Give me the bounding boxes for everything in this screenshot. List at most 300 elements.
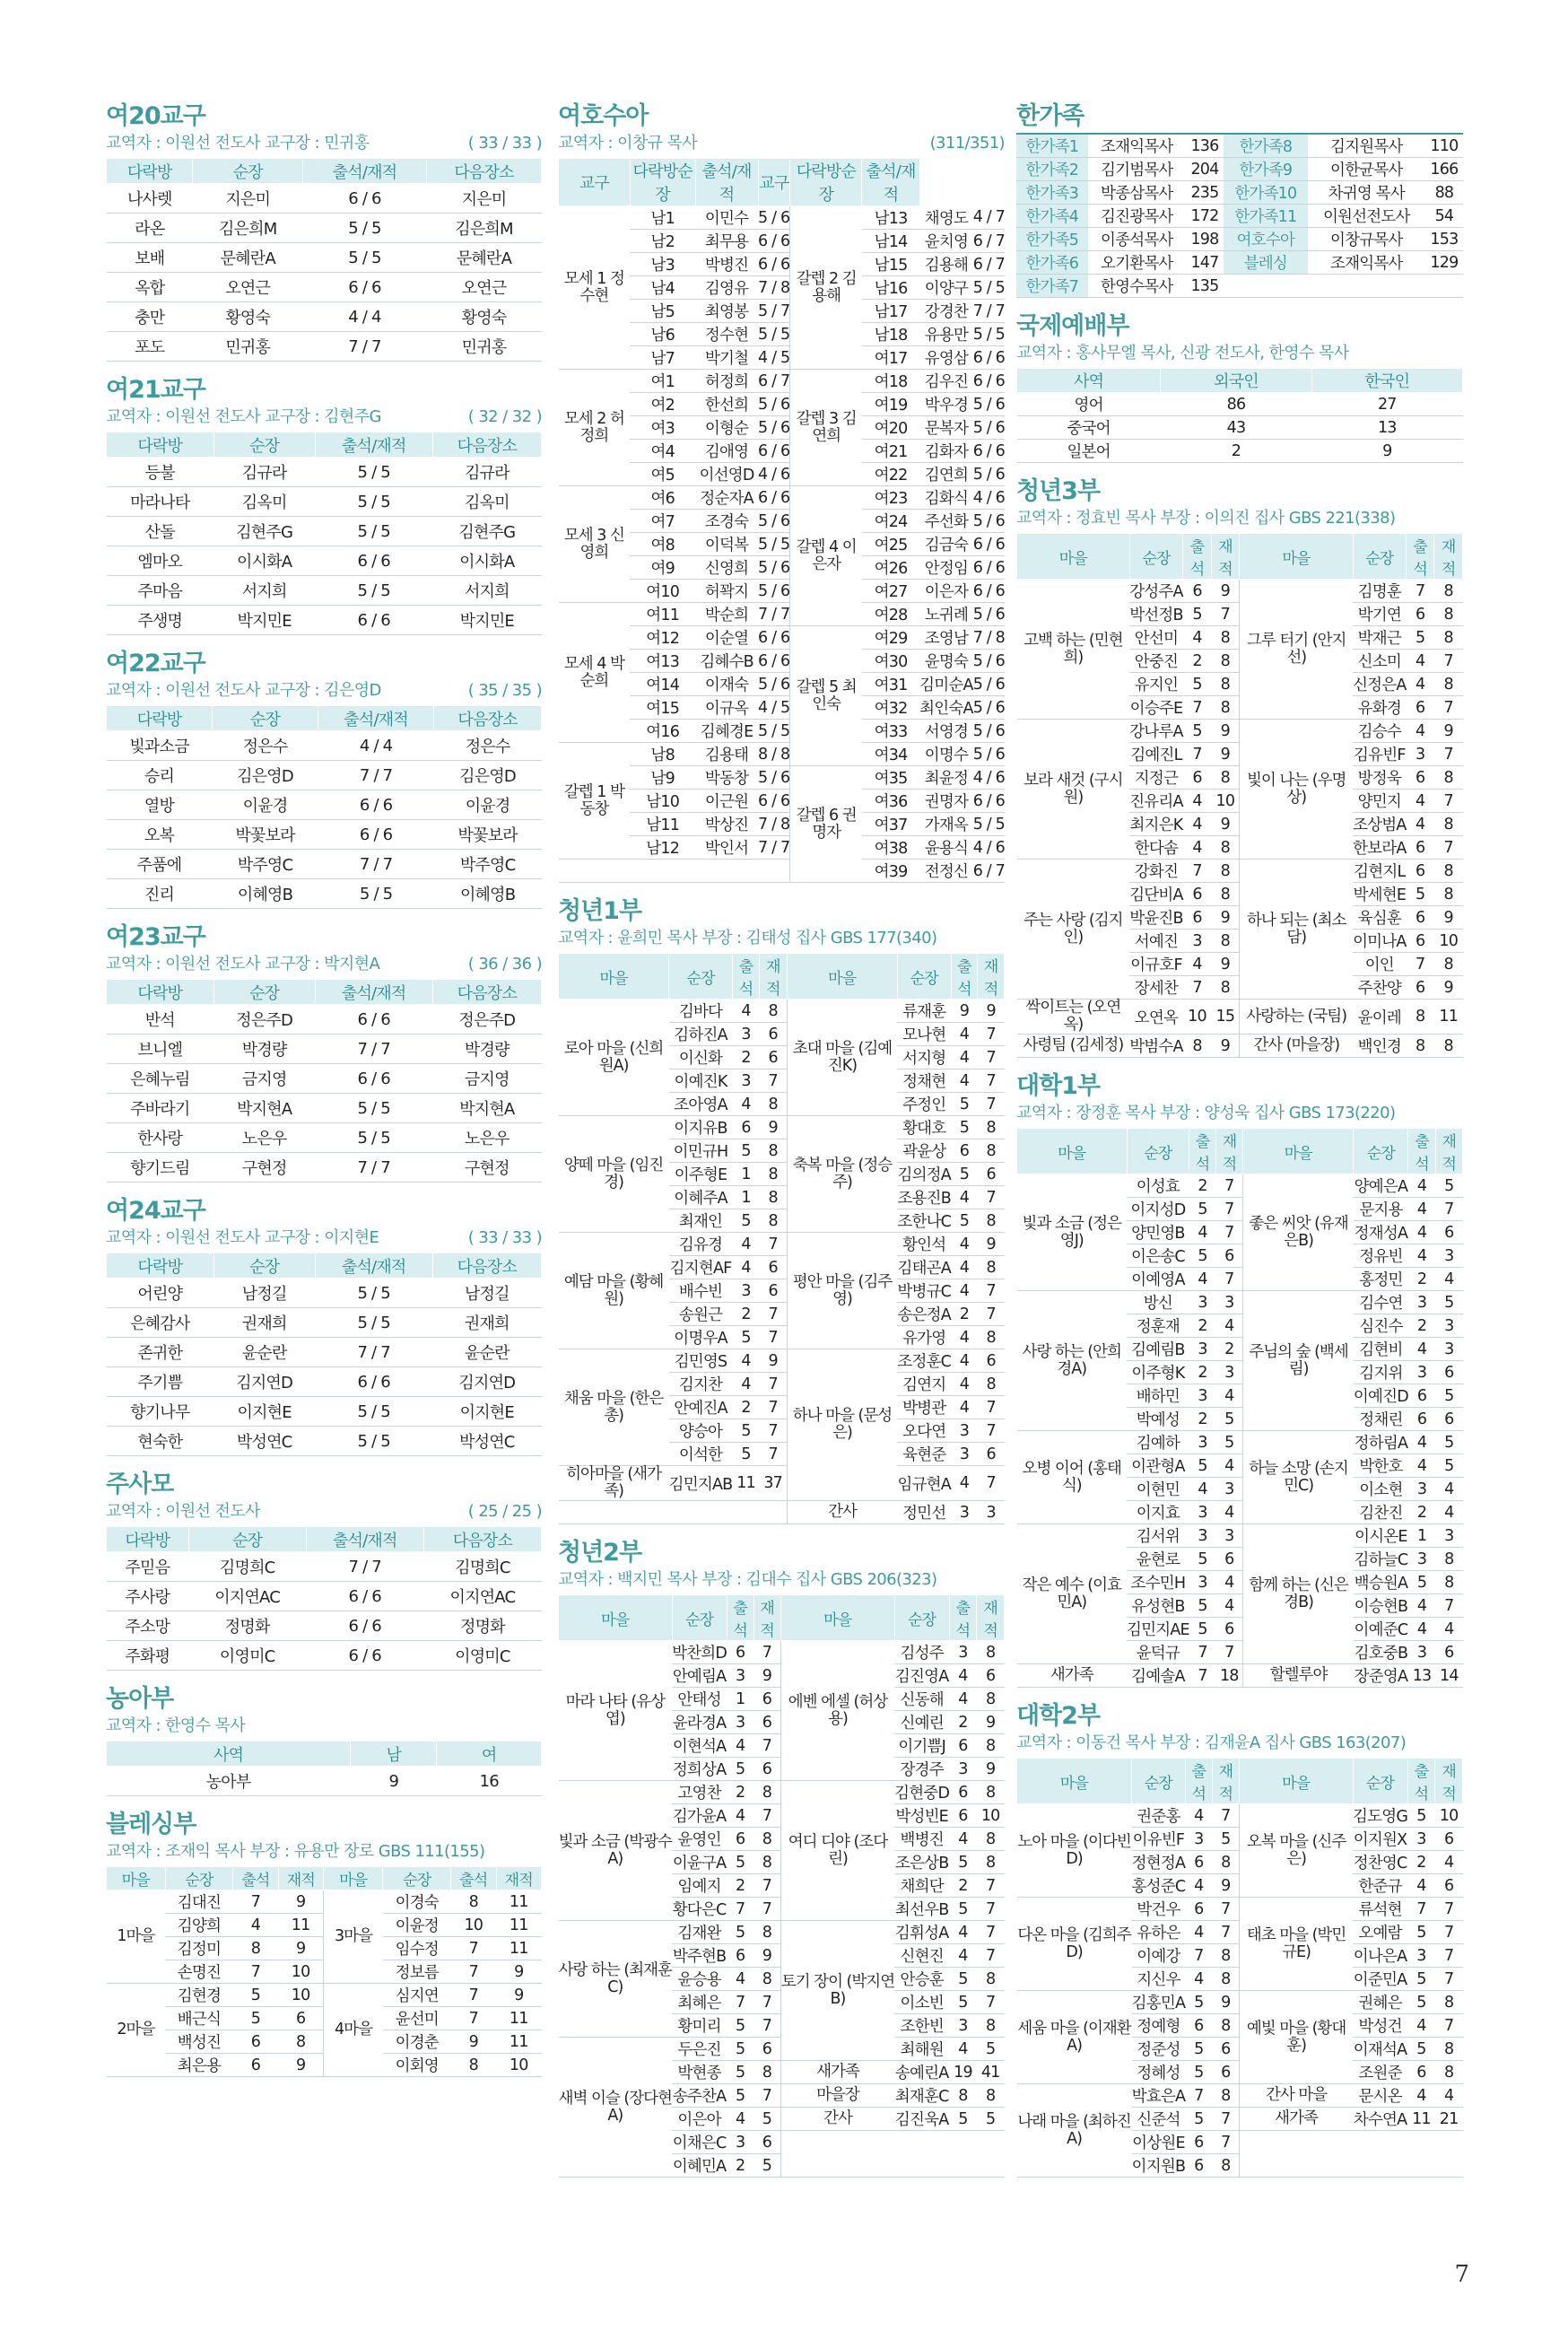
table-cell: 8 bbox=[754, 1781, 780, 1804]
table-cell: 박주영C bbox=[213, 850, 318, 879]
column-header: 재적 bbox=[278, 1867, 323, 1890]
table-cell: 8 bbox=[1211, 673, 1240, 696]
table-cell: 류재훈 bbox=[897, 1000, 951, 1023]
table-row bbox=[1017, 1035, 1463, 1058]
group-cell: 갈렙 1 박동창 bbox=[559, 743, 631, 860]
table-cell: 6 bbox=[754, 1688, 780, 1711]
table-cell: 8 bbox=[754, 1851, 780, 1874]
table-cell: 5 bbox=[732, 1139, 759, 1163]
column-header: 마을 bbox=[559, 954, 669, 1000]
table-cell: 백성진 bbox=[165, 2030, 233, 2054]
table-cell: 3 bbox=[951, 1501, 978, 1524]
table-cell: 3 bbox=[1189, 1384, 1216, 1408]
table-row bbox=[1016, 251, 1463, 275]
table-cell: 주선화 bbox=[919, 510, 973, 533]
table-row bbox=[107, 273, 542, 302]
table-cell: 13 bbox=[1408, 1664, 1435, 1688]
table-cell: 박종삼목사 bbox=[1088, 181, 1186, 205]
table-cell: 4 bbox=[1408, 1454, 1435, 1478]
table-row bbox=[1017, 720, 1463, 743]
table-cell: 서지희 bbox=[432, 576, 541, 606]
column-header: 순장 bbox=[213, 980, 315, 1005]
table-cell: 9 bbox=[951, 1000, 978, 1023]
table-row bbox=[1016, 134, 1463, 158]
table-cell: 5 / 6 bbox=[973, 720, 1005, 743]
table-cell: 8 bbox=[451, 1890, 496, 1914]
room-code: 여24 bbox=[862, 510, 919, 533]
table-cell: 정은수 bbox=[434, 731, 542, 761]
group-cell: 마라 나타 (유상엽) bbox=[559, 1641, 673, 1781]
table-cell: 6 bbox=[760, 1256, 787, 1279]
column-header: 순장 bbox=[213, 1253, 315, 1279]
table-cell: 3 bbox=[1215, 1524, 1242, 1548]
table-cell: 6 bbox=[1407, 2061, 1435, 2084]
table-cell: 김예하 bbox=[1127, 1431, 1189, 1454]
table-cell: 6 bbox=[732, 1116, 759, 1139]
table-cell: 4 bbox=[1435, 1478, 1462, 1501]
table-cell: 조경숙 bbox=[695, 510, 758, 533]
group-cell: 양떼 마을 (임진경) bbox=[559, 1116, 669, 1233]
table-cell: 4 bbox=[1407, 790, 1434, 813]
table-cell: 4 bbox=[1408, 1198, 1435, 1221]
table-cell: 박동창 bbox=[695, 766, 758, 790]
table-cell: 이주형E bbox=[669, 1163, 733, 1186]
table-cell: 박순희 bbox=[695, 603, 758, 626]
table-cell: 4 bbox=[951, 1069, 978, 1093]
table-cell: 정채현 bbox=[897, 1069, 951, 1093]
table-cell: 5 bbox=[1407, 2038, 1435, 2061]
table-cell: 6 bbox=[1185, 1851, 1212, 1874]
table-cell: 이시온E bbox=[1354, 1524, 1408, 1548]
room-code: 여15 bbox=[630, 696, 695, 720]
room-code: 여37 bbox=[862, 813, 919, 836]
table-cell: 7 / 8 bbox=[758, 276, 790, 300]
table-cell: 10 bbox=[451, 1914, 496, 1937]
table-cell: 9 bbox=[977, 1711, 1005, 1734]
table-cell: 4 bbox=[1215, 1454, 1242, 1478]
column-header: 순장 bbox=[669, 954, 733, 1000]
table-cell: 이한균목사 bbox=[1308, 158, 1425, 181]
room-code: 남16 bbox=[862, 276, 919, 300]
table-cell: 5 / 6 bbox=[758, 393, 790, 416]
table-cell: 등불 bbox=[107, 458, 214, 487]
column-header: 재적 bbox=[1211, 534, 1240, 580]
table-cell: 심지연 bbox=[383, 1984, 451, 2007]
table-cell: 5 bbox=[1185, 2108, 1212, 2131]
table-cell: 김용해 bbox=[919, 253, 973, 276]
table-cell: 7 bbox=[451, 1937, 496, 1960]
table-cell: 7 bbox=[978, 1069, 1005, 1093]
table-cell: 오복 bbox=[107, 820, 213, 850]
table-cell: 8 bbox=[977, 1968, 1005, 1991]
table-cell: 8 bbox=[760, 1163, 787, 1186]
table-cell: 6 / 6 bbox=[306, 1641, 423, 1671]
table-cell: 이지유B bbox=[669, 1116, 733, 1139]
table-cell: 박우경 bbox=[919, 393, 973, 416]
table-row bbox=[559, 743, 1006, 766]
table-cell: 이민수 bbox=[695, 206, 758, 230]
room-code: 여26 bbox=[862, 556, 919, 580]
room-code: 여36 bbox=[862, 790, 919, 813]
group-cell: 예빛 마을 (황대훈) bbox=[1240, 1991, 1353, 2084]
table-cell: 11 bbox=[496, 1890, 542, 1914]
table-cell: 9 bbox=[1211, 953, 1240, 976]
room-code: 여16 bbox=[630, 720, 695, 743]
table-cell: 이규옥 bbox=[695, 696, 758, 720]
table-cell: 김옥미 bbox=[213, 487, 315, 517]
table-cell: 진유리A bbox=[1129, 790, 1183, 813]
table-cell: 5 / 6 bbox=[973, 463, 1005, 486]
table-cell: 7 bbox=[1435, 1594, 1462, 1618]
table-cell: 박병진 bbox=[695, 253, 758, 276]
table-cell: 86 bbox=[1161, 393, 1311, 416]
table-cell: 6 bbox=[1407, 766, 1434, 790]
table-cell: 3 bbox=[727, 1664, 754, 1688]
table-cell: 7 bbox=[754, 2014, 780, 2038]
table-cell: 김유경 bbox=[669, 1233, 733, 1256]
table-cell: 4 bbox=[1408, 1244, 1435, 1268]
column-header: 재적 bbox=[977, 1595, 1005, 1641]
table-cell: 4 bbox=[1435, 1268, 1462, 1291]
table-cell: 7 / 7 bbox=[758, 836, 790, 860]
table-cell: 8 bbox=[1435, 2038, 1463, 2061]
table-cell: 4 bbox=[1408, 1618, 1435, 1641]
right-column bbox=[1016, 100, 1463, 2190]
table-cell: 조상범A bbox=[1353, 813, 1407, 836]
table-cell: 조은상B bbox=[894, 1851, 949, 1874]
table-cell: 윤순란 bbox=[432, 1338, 541, 1367]
table-cell: 2 bbox=[951, 1303, 978, 1326]
room-code: 남8 bbox=[630, 743, 695, 766]
table-cell: 이은아 bbox=[672, 2108, 727, 2131]
table-cell: 14 bbox=[1435, 1664, 1462, 1688]
meta-text: 교역자 : 장정훈 목사 부장 : 양성욱 집사 GBS 173(220) bbox=[1016, 1104, 1396, 1122]
table-cell: 주소망 bbox=[107, 1611, 189, 1641]
room-code: 남3 bbox=[630, 253, 695, 276]
column-header: 출석/재적 bbox=[315, 1253, 432, 1279]
table-row bbox=[559, 1466, 1005, 1501]
room-code: 남18 bbox=[862, 323, 919, 346]
table-row bbox=[107, 517, 542, 546]
table-cell: 노은우 bbox=[213, 1123, 315, 1153]
table-cell: 5 / 5 bbox=[758, 533, 790, 556]
table-cell: 129 bbox=[1425, 251, 1463, 275]
table-cell: 충만 bbox=[107, 302, 193, 332]
table-cell: 임예지 bbox=[672, 1874, 727, 1898]
table-cell: 6 / 6 bbox=[758, 650, 790, 673]
table-cell: 이선영D bbox=[695, 463, 758, 486]
table-cell: 이윤정 bbox=[383, 1914, 451, 1937]
table-cell: 7 bbox=[760, 1069, 787, 1093]
table-cell: 4 bbox=[949, 1828, 977, 1851]
meta-text: 교역자 : 이원선 전도사 bbox=[106, 1502, 260, 1521]
table-cell: 박현종 bbox=[672, 2061, 727, 2084]
group-cell: 히아마을 (새가족) bbox=[559, 1466, 669, 1501]
table-cell: 4 bbox=[1408, 1594, 1435, 1618]
table-cell: 김현중D bbox=[894, 1781, 949, 1804]
table-cell: 7 bbox=[978, 1303, 1005, 1326]
table-cell: 이현민 bbox=[1127, 1478, 1189, 1501]
table-cell: 김가윤A bbox=[672, 1804, 727, 1828]
table-cell: 류석현 bbox=[1353, 1898, 1407, 1921]
table-cell: 6 / 6 bbox=[758, 790, 790, 813]
table-cell: 4 bbox=[1183, 953, 1212, 976]
table-cell: 5 / 6 bbox=[758, 580, 790, 603]
table-cell: 이지성D bbox=[1127, 1198, 1189, 1221]
table-header-row bbox=[1017, 369, 1463, 393]
table-cell: 8 bbox=[754, 1921, 780, 1944]
table-cell: 8 bbox=[977, 1851, 1005, 1874]
table-cell: 5 bbox=[1212, 1828, 1239, 1851]
table-row bbox=[1017, 1664, 1463, 1688]
room-code: 여33 bbox=[862, 720, 919, 743]
table-cell: 6 bbox=[951, 1139, 978, 1163]
table-cell: 7 bbox=[1183, 976, 1212, 1000]
table-cell: 5 / 6 bbox=[973, 603, 1005, 626]
table-cell: 정순자A bbox=[695, 486, 758, 510]
group-cell: 다온 마을 (김희주D) bbox=[1017, 1898, 1132, 1991]
table-cell: 박상진 bbox=[695, 813, 758, 836]
table-row bbox=[559, 1349, 1005, 1373]
table-cell: 5 / 6 bbox=[758, 416, 790, 440]
table-cell: 9 bbox=[754, 1664, 780, 1688]
table-cell: 7 / 7 bbox=[315, 1338, 432, 1367]
table-cell: 6 / 6 bbox=[315, 1064, 432, 1094]
group-cell: 1마을 bbox=[107, 1890, 166, 1984]
table-cell: 7 bbox=[1434, 743, 1463, 766]
group-cell: 빛이 나는 (우명상) bbox=[1240, 720, 1353, 860]
table-cell: 6 bbox=[1185, 2131, 1212, 2154]
table-cell: 7 bbox=[754, 1874, 780, 1898]
column-header: 출석 bbox=[1407, 1759, 1435, 1804]
table-cell: 5 / 5 bbox=[318, 879, 434, 909]
table-cell: 6 bbox=[1435, 1874, 1463, 1898]
table-cell: 6 / 6 bbox=[758, 253, 790, 276]
table-header-row bbox=[559, 954, 1005, 1000]
table-cell: 8 bbox=[760, 1209, 787, 1233]
table-cell: 6 bbox=[233, 2030, 278, 2054]
gyogu-section bbox=[106, 648, 542, 909]
table-cell: 10 bbox=[1435, 1804, 1463, 1828]
table-cell: 오연옥 bbox=[1129, 1000, 1183, 1035]
table-cell: 송예린A bbox=[894, 2061, 949, 2084]
table-cell: 이소현 bbox=[1354, 1478, 1408, 1501]
table-cell: 이기쁨J bbox=[894, 1734, 949, 1758]
table-cell: 2 bbox=[1189, 1408, 1216, 1431]
group-cell: 그루 터기 (안지선) bbox=[1240, 580, 1353, 720]
room-code: 여17 bbox=[862, 346, 919, 370]
table-cell: 10 bbox=[1434, 930, 1463, 953]
empty-cell bbox=[559, 860, 790, 883]
table-cell: 김현지L bbox=[1353, 860, 1407, 883]
table-cell: 김수연 bbox=[1354, 1291, 1408, 1314]
table-cell: 5 / 6 bbox=[758, 206, 790, 230]
table-row bbox=[1017, 1804, 1463, 1828]
table-cell: 5 / 6 bbox=[758, 673, 790, 696]
column-header: 출석 bbox=[727, 1595, 754, 1641]
column-header: 다음장소 bbox=[432, 980, 541, 1005]
section-title: 블레싱부 bbox=[106, 1811, 196, 1838]
group-cell: 노아 마을 (이다빈D) bbox=[1017, 1804, 1132, 1898]
section-title: 여21교구 bbox=[106, 376, 205, 404]
table-cell: 3 bbox=[1407, 1828, 1435, 1851]
table-cell: 5 / 6 bbox=[758, 510, 790, 533]
table-cell: 신영희 bbox=[695, 556, 758, 580]
table-cell: 7 / 7 bbox=[758, 603, 790, 626]
table-cell: 8 bbox=[977, 1734, 1005, 1758]
table-cell: 6 / 7 bbox=[973, 230, 1005, 253]
table-cell: 정민선 bbox=[897, 1501, 951, 1524]
table-cell: 4 bbox=[951, 1373, 978, 1396]
room-code: 남1 bbox=[630, 206, 695, 230]
table-cell: 7 bbox=[1185, 1944, 1212, 1968]
table-cell: 5 bbox=[977, 2108, 1005, 2131]
table-cell: 양민영B bbox=[1127, 1221, 1189, 1244]
table-row bbox=[1017, 416, 1463, 440]
table-cell: 빛과소금 bbox=[107, 731, 213, 761]
table-cell: 4 bbox=[951, 1466, 978, 1501]
table-cell: 조영남 bbox=[919, 626, 973, 650]
table-row bbox=[107, 1611, 542, 1641]
table-cell: 8 bbox=[1211, 930, 1240, 953]
table-cell: 4 bbox=[1407, 2084, 1435, 2108]
table-cell: 3 bbox=[1189, 1291, 1216, 1314]
table-cell: 박예성 bbox=[1127, 1408, 1189, 1431]
group-cell: 축복 마을 (정승주) bbox=[787, 1116, 897, 1233]
table-cell: 4 bbox=[1407, 2014, 1435, 2038]
table-cell: 김은희M bbox=[426, 214, 541, 243]
room-code: 여12 bbox=[630, 626, 695, 650]
table-cell: 7 / 7 bbox=[315, 1153, 432, 1183]
table-cell: 7 bbox=[1189, 1664, 1216, 1688]
table-cell: 6 bbox=[1407, 860, 1434, 883]
table-cell: 이영미C bbox=[188, 1641, 306, 1671]
table-cell: 8 bbox=[1434, 883, 1463, 906]
table-cell: 존귀한 bbox=[107, 1338, 214, 1367]
table-cell: 허정희 bbox=[695, 370, 758, 393]
column-header: 출석/재적 bbox=[318, 706, 434, 731]
column-header: 재적 bbox=[496, 1867, 542, 1890]
table-cell: 권준홍 bbox=[1132, 1804, 1186, 1828]
table-cell: 4 bbox=[727, 1968, 754, 1991]
section-title: 여호수아 bbox=[558, 102, 649, 130]
meta-text: 교역자 : 이원선 전도사 교구장 : 이지현E bbox=[106, 1228, 379, 1247]
table-cell: 11 bbox=[496, 1914, 542, 1937]
table-cell: 지은미 bbox=[193, 184, 303, 214]
table-cell: 박지민E bbox=[213, 606, 315, 635]
table-cell: 3 bbox=[1408, 1478, 1435, 1501]
table-cell: 이성효 bbox=[1127, 1174, 1189, 1198]
table-cell: 5 / 6 bbox=[758, 556, 790, 580]
table-cell: 4 / 7 bbox=[973, 206, 1005, 230]
grouped-table bbox=[1016, 533, 1463, 1058]
table-cell: 6 bbox=[978, 1443, 1005, 1466]
table-cell: 홍성준C bbox=[1132, 1874, 1186, 1898]
table-cell: 김호중B bbox=[1354, 1641, 1408, 1664]
table-cell: 허꽉지 bbox=[695, 580, 758, 603]
meta-count: ( 33 / 33 ) bbox=[467, 134, 542, 153]
table-cell: 정하림A bbox=[1354, 1431, 1408, 1454]
table-cell: 박세현E bbox=[1353, 883, 1407, 906]
table-cell: 중국어 bbox=[1017, 416, 1161, 440]
meta-text: 교역자 : 이원선 전도사 교구장 : 박지현A bbox=[106, 955, 380, 973]
table-cell: 엠마오 bbox=[107, 546, 214, 576]
gyogu-section bbox=[106, 1469, 542, 1671]
table-cell: 6 / 7 bbox=[973, 253, 1005, 276]
table-cell: 은혜누림 bbox=[107, 1064, 214, 1094]
table-cell: 김연지 bbox=[897, 1373, 951, 1396]
room-code: 여19 bbox=[862, 393, 919, 416]
table-cell: 7 bbox=[977, 1991, 1005, 2014]
column-header: 출석 bbox=[732, 954, 759, 1000]
room-code: 남10 bbox=[630, 790, 695, 813]
table-cell: 5 bbox=[1189, 1198, 1216, 1221]
column-header: 순장 bbox=[672, 1595, 727, 1641]
table-cell: 6 bbox=[1435, 1408, 1462, 1431]
column-header: 출석 bbox=[1408, 1129, 1435, 1174]
table-cell: 8 bbox=[1183, 1035, 1212, 1058]
table-cell: 7 / 8 bbox=[973, 626, 1005, 650]
table-cell: 6 / 6 bbox=[306, 1582, 423, 1611]
room-code: 여14 bbox=[630, 673, 695, 696]
table-cell: 김하늘C bbox=[1354, 1548, 1408, 1571]
table-cell: 산돌 bbox=[107, 517, 214, 546]
table-cell: 여호수아 bbox=[1224, 228, 1308, 251]
table-cell: 8 bbox=[1407, 1035, 1434, 1058]
room-code: 여39 bbox=[862, 860, 919, 883]
table-cell: 농아부 bbox=[107, 1767, 351, 1796]
section-meta bbox=[106, 133, 542, 154]
table-cell: 주사랑 bbox=[107, 1582, 189, 1611]
table-cell: 5 bbox=[951, 1209, 978, 1233]
table-cell: 이근원 bbox=[695, 790, 758, 813]
table-cell: 7 bbox=[754, 1991, 780, 2014]
table-cell: 7 bbox=[978, 1023, 1005, 1046]
table-cell: 6 bbox=[727, 1641, 754, 1664]
table-cell: 8 bbox=[1212, 1968, 1239, 1991]
table-header-row bbox=[559, 1595, 1005, 1641]
group-cell: 사랑하는 (국팀) bbox=[1240, 1000, 1353, 1035]
table-cell: 8 bbox=[1435, 1571, 1462, 1594]
table-cell: 172 bbox=[1186, 205, 1224, 228]
data-table bbox=[106, 1741, 542, 1796]
table-cell: 이유빈F bbox=[1132, 1828, 1186, 1851]
table-cell: 8 bbox=[1434, 813, 1463, 836]
table-cell: 5 bbox=[1215, 1408, 1242, 1431]
table-cell: 5 bbox=[727, 1758, 754, 1781]
table-cell: 4 bbox=[1185, 1804, 1212, 1828]
table-cell: 8 bbox=[977, 1688, 1005, 1711]
group-cell: 새가족 bbox=[1240, 2108, 1353, 2131]
table-cell: 이예진D bbox=[1354, 1384, 1408, 1408]
table-cell: 박범수A bbox=[1129, 1035, 1183, 1058]
column-header: 마을 bbox=[559, 1595, 673, 1641]
table-cell: 윤치영 bbox=[919, 230, 973, 253]
table-cell: 8 bbox=[278, 2030, 323, 2054]
left-column bbox=[106, 100, 542, 2090]
table-cell: 이윤경 bbox=[213, 790, 318, 820]
group-cell: 사랑 하는 (최재훈C) bbox=[559, 1921, 673, 2038]
table-cell: 7 bbox=[754, 2084, 780, 2108]
column-header: 순장 bbox=[1353, 1759, 1407, 1804]
group-cell: 오복 마을 (신주은) bbox=[1240, 1804, 1353, 1898]
table-cell: 11 bbox=[278, 1914, 323, 1937]
table-row bbox=[107, 1005, 542, 1035]
room-code: 여4 bbox=[630, 440, 695, 463]
table-cell: 54 bbox=[1425, 205, 1463, 228]
table-cell: 윤용식 bbox=[919, 836, 973, 860]
group-cell: 초대 마을 (김예진K) bbox=[787, 1000, 897, 1116]
